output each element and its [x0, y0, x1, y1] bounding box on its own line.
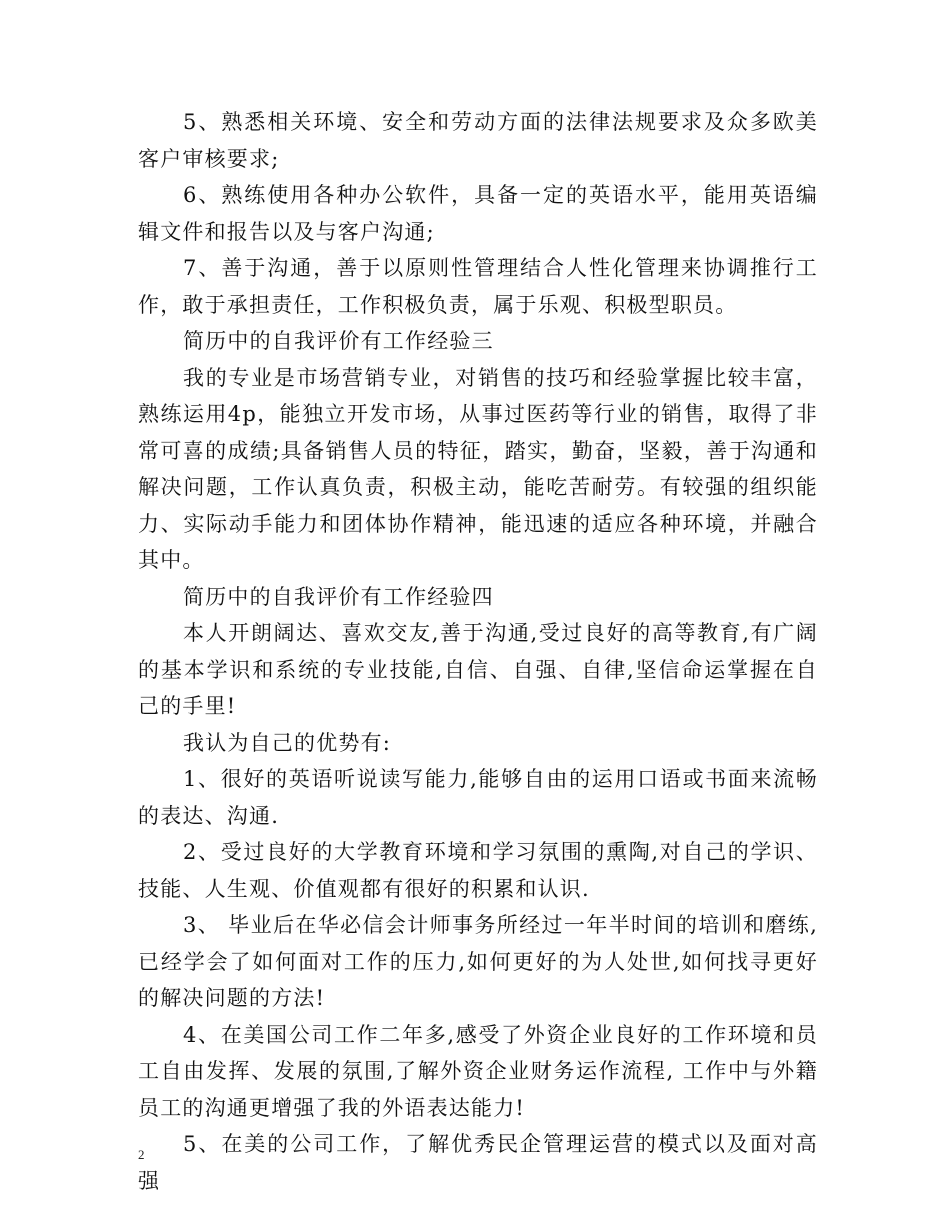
paragraph-marketing-profile: 我的专业是市场营销专业，对销售的技巧和经验掌握比较丰富，熟练运用4p，能独立开发市场，从事过医药等行业的销售，取得了非常可喜的成绩;具备销售人员的特征，踏实，勤奋，坚毅，善于沟通和解决问题，工作认真负责，积极主动，能吃苦耐劳。有较强的组织能力、实际动手能力和团体协作精神，能迅速的适应各种环境，并融合其中。 [138, 365, 818, 572]
paragraph-advantage-2: 2、受过良好的大学教育环境和学习氛围的熏陶,对自己的学识、技能、人生观、价值观都有很好的积累和认识. [138, 840, 818, 901]
paragraph-personal-intro: 本人开朗阔达、喜欢交友,善于沟通,受过良好的高等教育,有广阔的基本学识和系统的专业技能,自信、自强、自律,坚信命运掌握在自己的手里! [138, 621, 818, 718]
page-number: 2 [138, 1147, 145, 1162]
paragraph-advantage-4: 4、在美国公司工作二年多,感受了外资企业良好的工作环境和员工自由发挥、发展的氛围,了解外资企业财务运作流程, 工作中与外籍员工的沟通更增强了我的外语表达能力! [138, 1022, 818, 1120]
paragraph-advantage-1: 1、很好的英语听说读写能力,能够自由的运用口语或书面来流畅的表达、沟通. [138, 767, 818, 828]
paragraph-advantages-intro: 我认为自己的优势有: [183, 730, 392, 755]
document-body [138, 104, 818, 1199]
section-heading-three: 简历中的自我评价有工作经验三 [183, 329, 494, 353]
paragraph-requirement-7: 7、善于沟通，善于以原则性管理结合人性化管理来协调推行工作，敢于承担责任，工作积极负责，属于乐观、积极型职员。 [138, 256, 818, 317]
paragraph-requirement-5: 5、熟悉相关环境、安全和劳动方面的法律法规要求及众多欧美客户审核要求; [138, 110, 818, 171]
section-heading-four: 简历中的自我评价有工作经验四 [183, 584, 494, 609]
paragraph-requirement-6: 6、熟练使用各种办公软件，具备一定的英语水平，能用英语编辑文件和报告以及与客户沟通; [138, 183, 818, 244]
paragraph-advantage-3: 3、 毕业后在华必信会计师事务所经过一年半时间的培训和磨练,已经学会了如何面对工作的压力,如何更好的为人处世,如何找寻更好的解决问题的方法! [138, 913, 818, 1010]
paragraph-advantage-5: 5、在美的公司工作，了解优秀民企管理运营的模式以及面对高强 [138, 1132, 818, 1193]
